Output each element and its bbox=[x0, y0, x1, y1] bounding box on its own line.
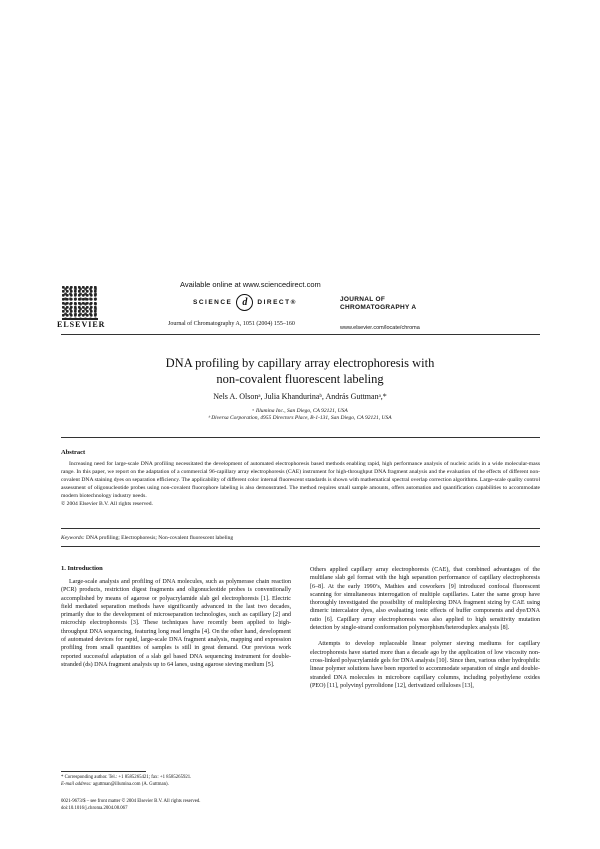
sciencedirect-right: DIRECT® bbox=[257, 299, 297, 306]
footnote-corresponding: * Corresponding author. Tel.: +1 8585265421; fax: +1 8585265921. bbox=[61, 775, 192, 780]
header-rule bbox=[61, 334, 540, 335]
journal-name bbox=[340, 296, 416, 312]
title-line1: DNA profiling by capillary array electrophoresis with bbox=[165, 356, 435, 370]
left-column bbox=[61, 578, 291, 669]
abstract-body bbox=[61, 461, 540, 508]
sciencedirect-logo bbox=[193, 294, 297, 311]
journal-name-line2: CHROMATOGRAPHY A bbox=[340, 304, 417, 311]
footnote-rule bbox=[61, 771, 146, 772]
journal-reference: Journal of Chromatography A, 1051 (2004) 155–160 bbox=[168, 321, 295, 327]
available-online-text[interactable]: Available online at www.sciencedirect.com bbox=[180, 280, 321, 289]
doi-line[interactable]: doi:10.1016/j.chroma.2004.08.067 bbox=[61, 805, 128, 811]
keywords-line bbox=[61, 535, 233, 541]
journal-url-link[interactable]: www.elsevier.com/locate/chroma bbox=[340, 325, 420, 331]
right-column bbox=[310, 566, 540, 690]
section-heading-introduction: 1. Introduction bbox=[61, 565, 103, 572]
keywords-top-rule bbox=[61, 528, 540, 529]
footnote-email bbox=[61, 782, 293, 789]
keywords-bottom-rule bbox=[61, 546, 540, 547]
sciencedirect-circle-icon: d bbox=[236, 294, 253, 311]
author-list: Nels A. Olsonᵃ, Julia Khandurinaᵇ, András Guttmanᵃ,* bbox=[213, 392, 387, 401]
issn-line: 0021-9673/$ – see front matter © 2004 Elsevier B.V. All rights reserved. bbox=[61, 799, 201, 804]
journal-name-line1: JOURNAL OF bbox=[340, 296, 386, 303]
abstract-text: Increasing need for large-scale DNA profiling necessitated the development of automated electrophoresis based methods enabling rapid, high performance analysis of nucleic acids in a wide molecular-mass range. In this paper, we report on the adaptation of a commercial 96-capillary array electrophoresis (CAE) instrument for high-throughput DNA fragment analysis and the evaluation of the effects of different non-covalent DNA staining dyes on separation efficiency. The applicability of different color internal fluorescent standards is shown with mathematical spectral overlap correction algorithms. Large-scale quality control assessment of oligonucleotide probes using non-covalent fluorophore labeling is also demonstrated. The method requires small sample amounts, offers automation and quantification capabilities to accommodate modern biotechnology industry needs. bbox=[61, 461, 540, 499]
keywords-list: DNA profiling; Electrophoresis; Non-covalent fluorescent labeling bbox=[86, 535, 234, 541]
elsevier-wordmark: ELSEVIER bbox=[57, 320, 106, 329]
email-label: E-mail address: bbox=[61, 782, 92, 787]
abstract-heading: Abstract bbox=[61, 449, 86, 456]
affiliation-a: ᵃ Illumina Inc., San Diego, CA 92121, USA bbox=[252, 408, 348, 414]
abstract-top-rule bbox=[61, 437, 540, 438]
affiliation-b: ᵇ Diversa Corporation, 4955 Directors Place, B-1-131, San Diego, CA 92121, USA bbox=[208, 415, 392, 421]
front-matter bbox=[61, 799, 200, 812]
intro-paragraph-1: Large-scale analysis and profiling of DNA molecules, such as polymerase chain reaction (PCR) products, restriction digest fragments and oligonucleotide probes is conventionally accomplished by means of agarose or polyacrylamide slab gel electrophoresis [1]. Electric field mediated separation methods have significantly advanced in the last two decades, primarily due to the development of microseparation technologies, such as capillary [2] and microchip electrophoresis [3]. These techniques have recently been applied to high-throughput DNA sequencing, featuring long read lengths [4]. On the other hand, development of automated devices for rapid, large-scale DNA fragment analysis, mapping and expression profiling from small quantities of samples is still in great demand. Our previous work reported successful adaptation of a slab gel based DNA sequencing instrument for double-stranded (ds) DNA fragment analysis up to 64 lanes, using agarose sieving medium [5]. bbox=[61, 579, 291, 668]
intro-paragraph-3: Attempts to develop replaceable linear polymer sieving mediums for capillary electrophoresis have started more than a decade ago by the application of low viscosity non-cross-linked polyacrylamide gels for DNA analysis [10]. Since then, various other hydrophilic linear polymer solutions have been reported to accommodate separation of single and double-stranded DNA molecules in microbore capillary columns, including polyethylene oxides (PEO) [11], polyvinyl pyrrolidone [12], derivatized celluloses [13], bbox=[310, 641, 540, 689]
title-line2: non-covalent fluorescent labeling bbox=[216, 372, 384, 386]
intro-paragraph-2: Others applied capillary array electrophoresis (CAE), that combined advantages of the multilane slab gel format with the high separation performance of capillary electrophoresis [6–8]. At the early 1990’s, Mathies and coworkers [9] introduced confocal fluorescent scanning for simultaneous interrogation of multiple capillaries. Later the same group have thoroughly investigated the possibility of multiplexing DNA fragment sizing by CAE using dimeric intercalator dyes, also evaluating ionic effects of buffer components and dye/DNA ratio [6]. Capillary array electrophoresis was also applied to high sensitivity mutation detection by single-strand conformation polymorphism/heteroduplex analysis [8]. bbox=[310, 567, 540, 632]
keywords-label: Keywords: bbox=[61, 535, 85, 541]
abstract-copyright: © 2004 Elsevier B.V. All rights reserved. bbox=[61, 500, 153, 507]
article-title bbox=[60, 355, 540, 387]
elsevier-tree-logo-icon bbox=[62, 286, 98, 320]
email-address-link[interactable]: aguttman@illumina.com (A. Guttman). bbox=[92, 782, 169, 787]
sciencedirect-left: SCIENCE bbox=[193, 299, 233, 306]
